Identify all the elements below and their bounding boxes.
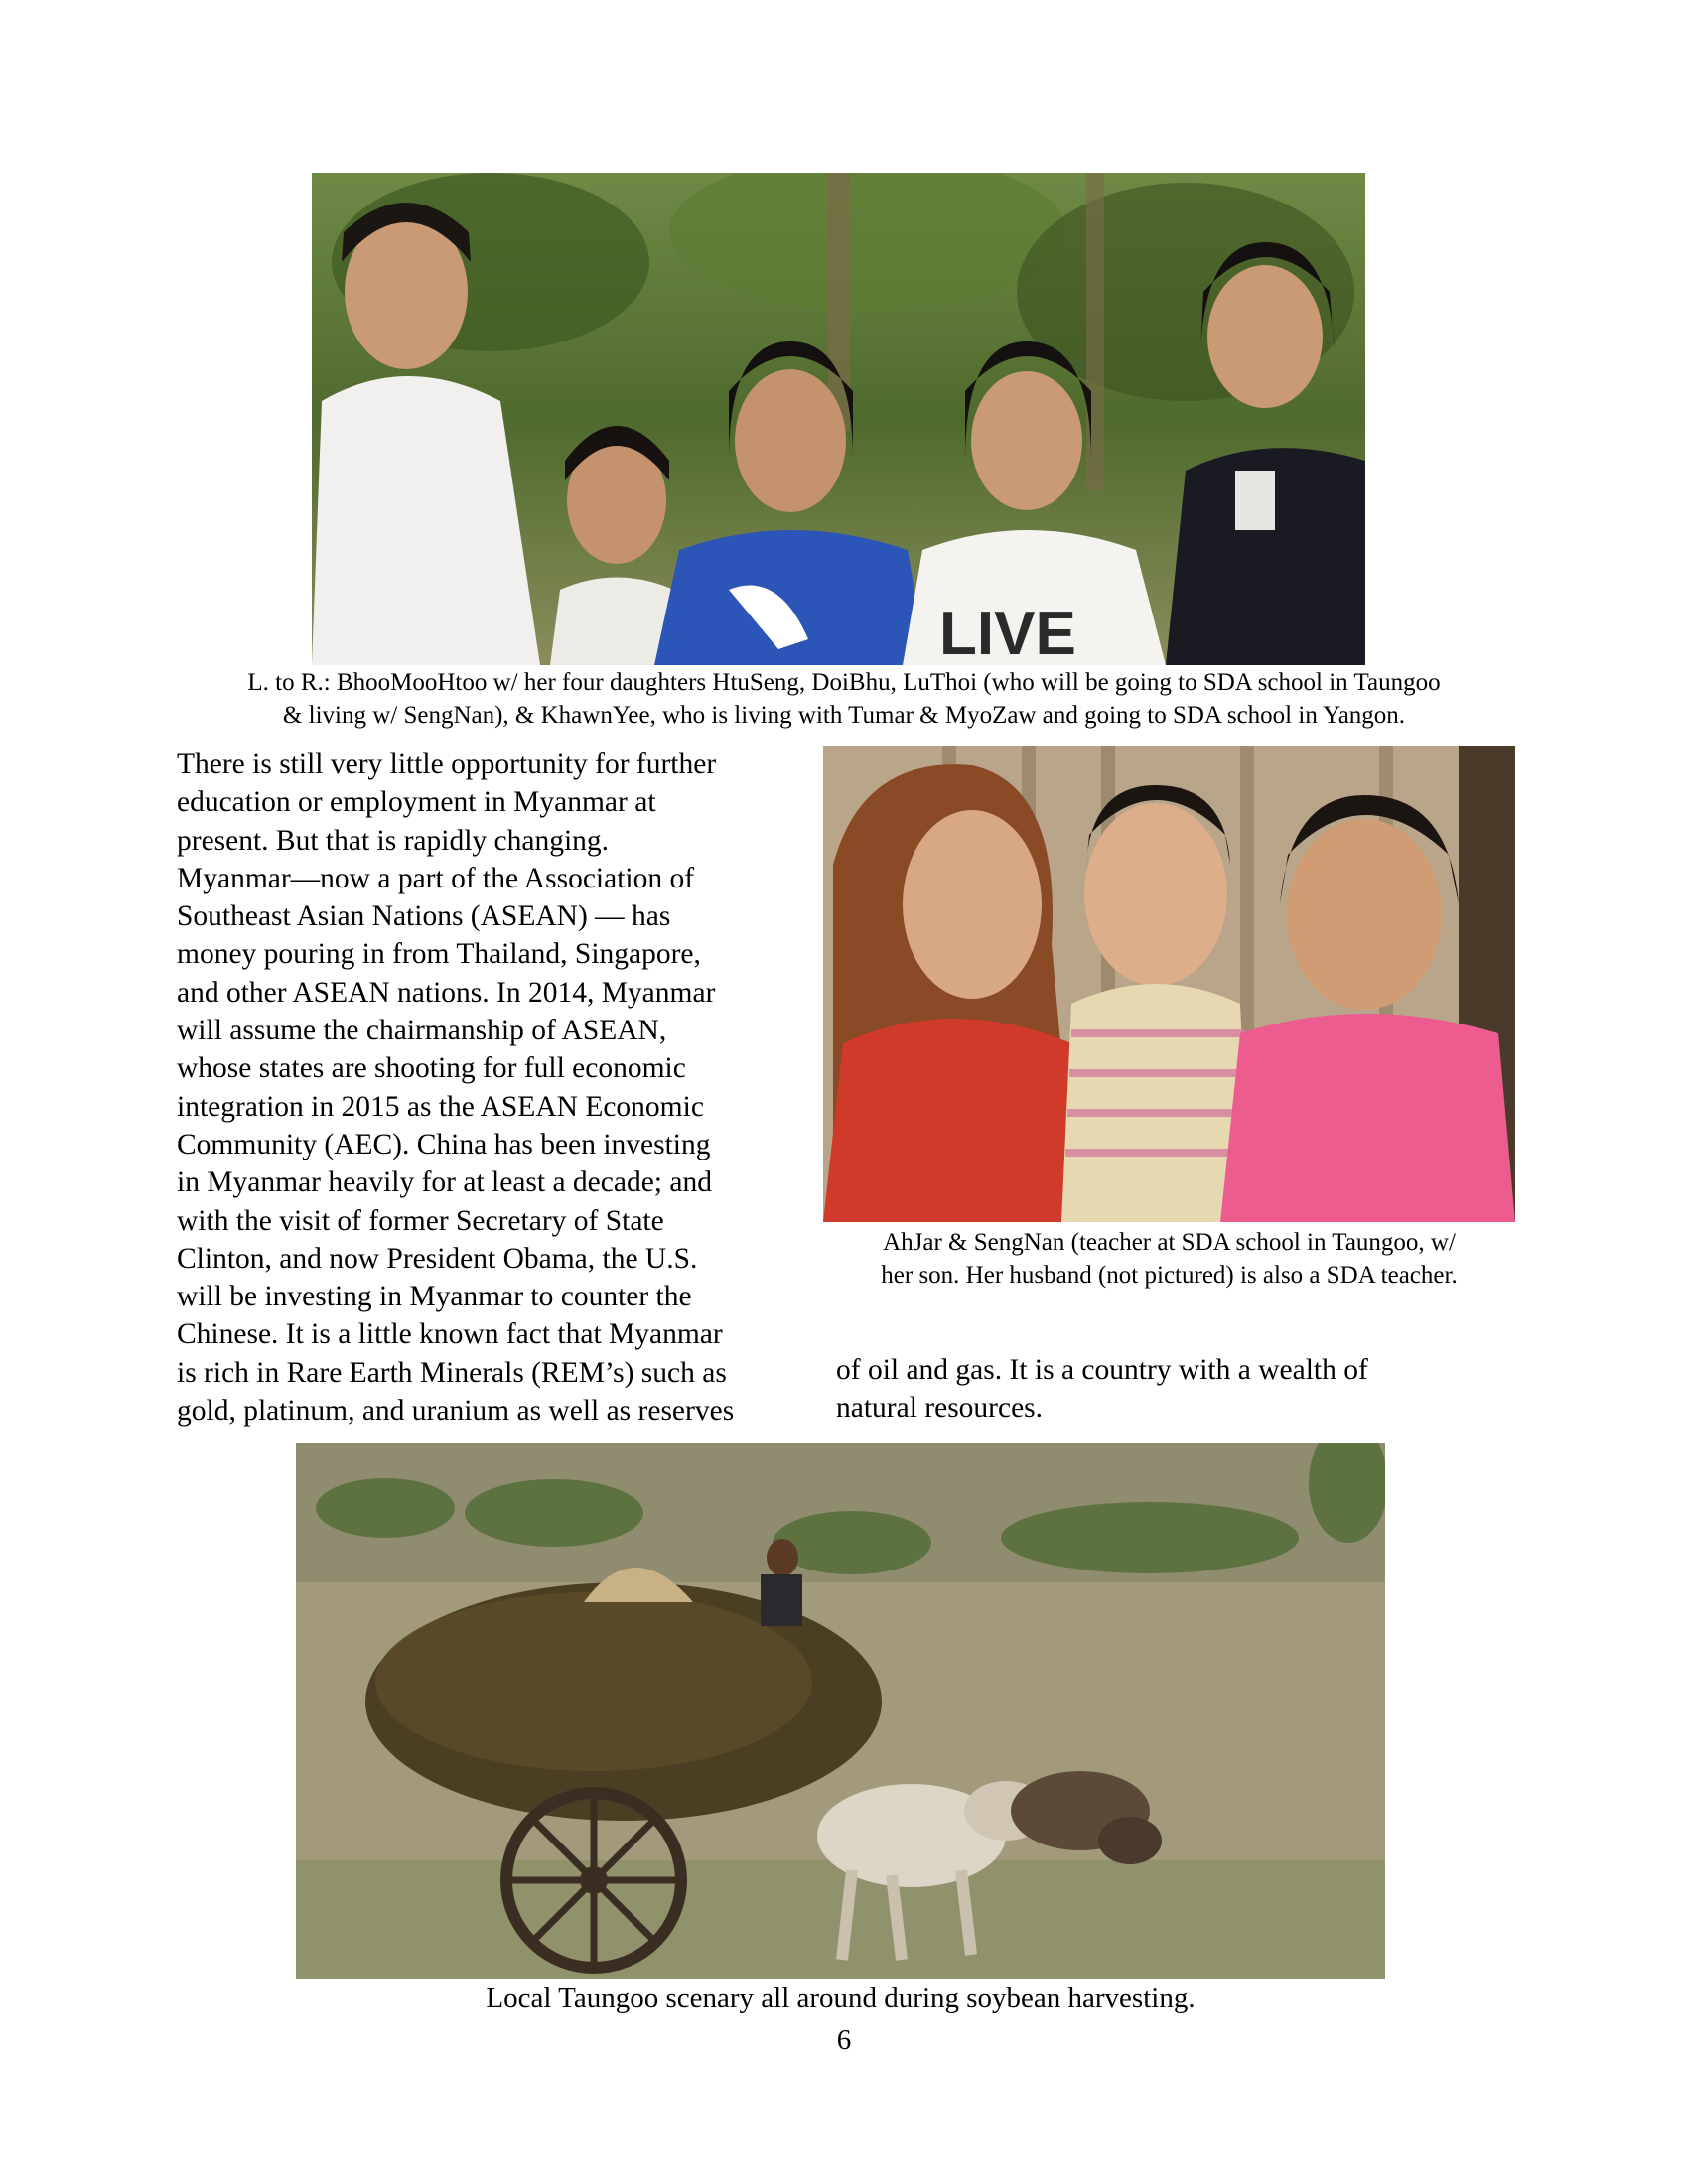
shirt-text: LIVE (939, 600, 1076, 665)
teachers-photo (823, 746, 1515, 1222)
page-number: 6 (836, 2024, 852, 2056)
continued-text (836, 1351, 1368, 1428)
family-photo-caption (159, 666, 1529, 732)
text-line: Southeast Asian Nations (ASEAN) — has (177, 900, 671, 933)
text-line: will be investing in Myanmar to counter the (177, 1281, 692, 1313)
text-line: education or employment in Myanmar at (177, 786, 656, 819)
text-line: with the visit of former Secretary of State (177, 1204, 664, 1237)
text-line: is rich in Rare Earth Minerals (REM’s) such as (177, 1356, 727, 1389)
family-photo (312, 173, 1365, 665)
text-line: natural resources. (836, 1392, 1044, 1425)
text-line: money pouring in from Thailand, Singapore, (177, 938, 701, 971)
text-line: Clinton, and now President Obama, the U.S. (177, 1242, 698, 1275)
caption-line: her son. Her husband (not pictured) is also a SDA teacher. (881, 1262, 1458, 1289)
text-line: gold, platinum, and uranium as well as reserves (177, 1395, 735, 1428)
text-line: Community (AEC). China has been investing (177, 1128, 711, 1160)
text-line: integration in 2015 as the ASEAN Economic (177, 1090, 704, 1123)
text-line: There is still very little opportunity for further (177, 749, 717, 780)
text-line: Chinese. It is a little known fact that Myanmar (177, 1318, 723, 1351)
teachers-photo-caption (823, 1226, 1515, 1292)
ox-cart-photo (296, 1443, 1385, 1979)
caption-line: AhJar & SengNan (teacher at SDA school in Taungoo, w/ (883, 1229, 1456, 1256)
text-line: whose states are shooting for full economic (177, 1052, 686, 1085)
text-line: and other ASEAN nations. In 2014, Myanmar (177, 976, 716, 1009)
text-line: of oil and gas. It is a country with a wealth of (836, 1354, 1368, 1386)
text-line: present. But that is rapidly changing. (177, 824, 610, 857)
text-line: in Myanmar heavily for at least a decade; and (177, 1166, 712, 1199)
ox-cart-photo-caption: Local Taungoo scenary all around during soybean harvesting. (486, 1982, 1196, 2014)
text-line: will assume the chairmanship of ASEAN, (177, 1015, 667, 1047)
caption-line: L. to R.: BhooMooHtoo w/ her four daughters HtuSeng, DoiBhu, LuThoi (who will be going to SDA school in Taungoo (247, 669, 1441, 696)
caption-line: & living w/ SengNan), & KhawnYee, who is living with Tumar & MyoZaw and going to SDA school in Yangon. (282, 702, 1406, 729)
text-line: Myanmar—now a part of the Association of (177, 862, 695, 894)
main-text (177, 746, 734, 1430)
